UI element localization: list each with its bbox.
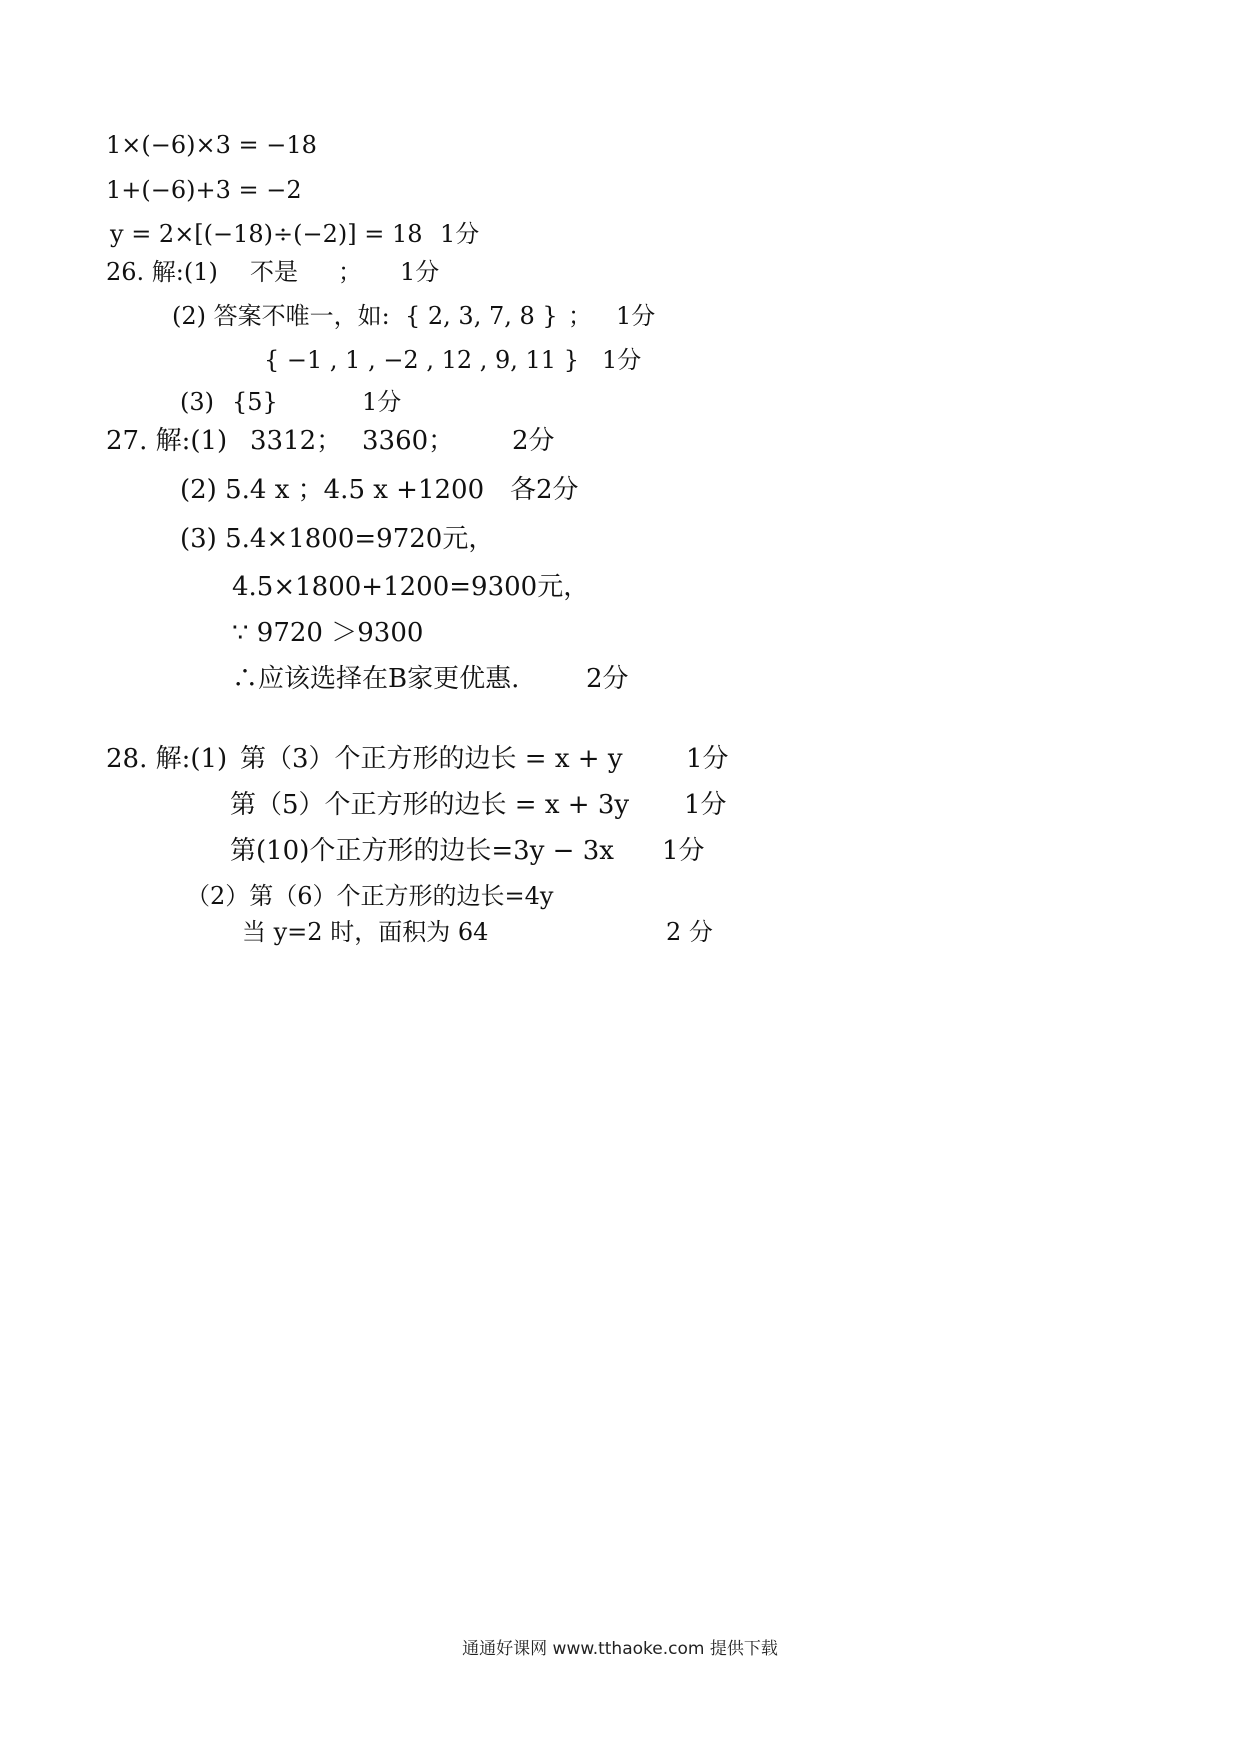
score: 1分: [400, 258, 440, 286]
q27-part1-answer-a: 3312；: [250, 426, 343, 456]
score: 1分: [362, 388, 402, 416]
q26-part2-set-2: { −1 , 1 , −2 , 12 , 9, 11 }: [264, 346, 579, 374]
q27-part2-answer: (2) 5.4 x ；4.5 x +1200: [180, 475, 485, 505]
q27-part1-answer-b: 3360；: [362, 426, 455, 456]
q27-part3-line-4: ∴应该选择在B家更优惠.: [232, 664, 520, 694]
score: 2分: [586, 664, 629, 694]
q26-part1-answer: 不是: [250, 258, 298, 286]
q27-part3-line-2: 4.5×1800+1200=9300元，: [232, 572, 590, 602]
score: 1分: [662, 836, 705, 866]
score: 各2分: [510, 475, 579, 505]
question-26-heading: 26. 解:(1): [106, 258, 218, 286]
q26-part2-set-1: { 2, 3, 7, 8 }: [405, 302, 558, 330]
page-footer: 通通好课网 www.tthaoke.com 提供下载: [462, 1639, 778, 1659]
q28-line-4: （2）第（6）个正方形的边长=4y: [186, 882, 554, 910]
equation-product: 1×(−6)×3 = −18: [106, 131, 317, 159]
equation-sum: 1+(−6)+3 = −2: [106, 176, 302, 204]
question-27-heading: 27. 解:(1): [106, 426, 228, 456]
q26-part3-label: (3): [180, 388, 214, 416]
score: 1分: [616, 302, 656, 330]
score: 1分: [440, 220, 480, 248]
q28-line-1: 第（3）个正方形的边长 = x + y: [240, 744, 623, 774]
q28-line-5: 当 y=2 时，面积为 64: [242, 918, 489, 946]
equation-y: y = 2×[(−18)÷(−2)] = 18: [110, 220, 423, 248]
q27-part3-line-1: (3) 5.4×1800=9720元，: [180, 524, 495, 554]
score: 1分: [602, 346, 642, 374]
q27-part3-line-3: ∵ 9720 ＞9300: [232, 618, 424, 648]
separator: ；: [568, 302, 592, 330]
q26-part3-answer: {5}: [232, 388, 278, 416]
q26-part2-label: (2) 答案不唯一，如:: [172, 302, 390, 330]
separator: ；: [338, 258, 362, 286]
score: 2 分: [666, 918, 713, 946]
q28-line-2: 第（5）个正方形的边长 = x + 3y: [230, 790, 630, 820]
score: 1分: [684, 790, 727, 820]
score: 1分: [686, 744, 729, 774]
score: 2分: [512, 426, 555, 456]
q28-line-3: 第(10)个正方形的边长=3y − 3x: [230, 836, 614, 866]
question-28-heading: 28. 解:(1): [106, 744, 228, 774]
